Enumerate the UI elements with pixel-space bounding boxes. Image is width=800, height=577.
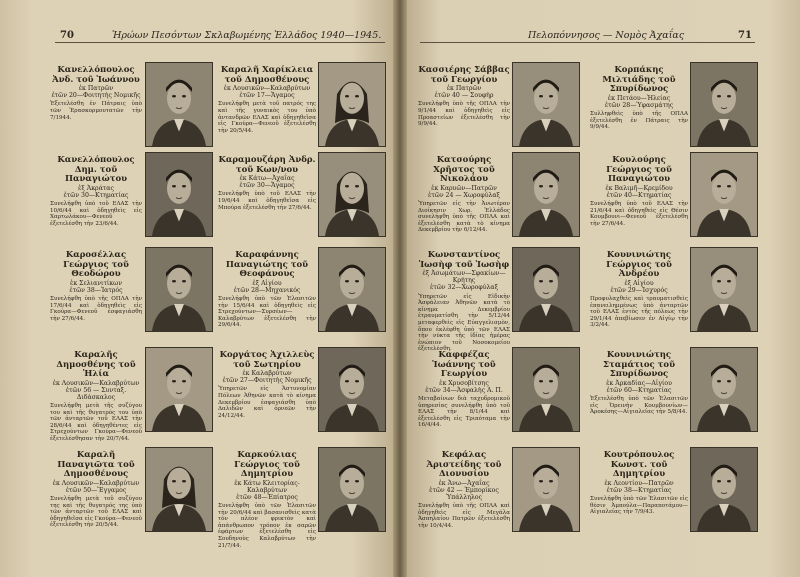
casualty-age: ἐτῶν 34—Ἀσφαλὴς Α. Π. <box>425 386 503 394</box>
casualty-entry <box>218 451 316 549</box>
casualty-entry <box>418 351 510 429</box>
casualty-origin: ἐξ Ἀσωμάτων—Σφακίων—Κρήτης <box>422 270 506 285</box>
casualty-origin: ἐκ Καρυῶν—Πατρῶν <box>431 184 497 192</box>
portrait-photo <box>318 152 386 237</box>
casualty-entry <box>418 451 510 529</box>
casualty-name: Κωνσταντίνος Ἰωσὴφ τοῦ Ἰωσὴφ <box>418 250 510 270</box>
casualty-age: ἐτῶν 40—Κτηματίας <box>606 191 672 199</box>
casualty-entry <box>50 66 142 121</box>
casualty-origin: ἐκ Πατρῶν <box>446 85 482 92</box>
casualty-age: ἐτῶν 48—Ἐπίατρος <box>236 493 298 501</box>
page-number: 71 <box>738 30 752 41</box>
casualty-age: ἐτῶν 30—Ἄγαμος <box>239 182 295 190</box>
header-rule <box>55 42 385 43</box>
casualty-name: Κουλούρης Γεώργιος τοῦ Παναγιώτου <box>606 155 672 184</box>
casualty-entry <box>50 156 142 227</box>
casualty-name: Καραμουζάρη Ἀνδρ. τοῦ Κων/νου <box>218 155 316 175</box>
casualty-entry <box>590 351 688 416</box>
casualty-age: ἐτῶν 28—Ὑφασμάτης <box>604 101 674 109</box>
casualty-age: ἐτῶν 27—Φοιτητὴς Νομικῆς <box>222 377 312 385</box>
casualty-age: ἐτῶν 24 — Χωροφύλαξ <box>428 191 500 199</box>
casualty-name: Κανελλόπουλος Δημ. τοῦ Παναγιώτου <box>57 155 135 184</box>
casualty-name: Καραλῆς Δημοσθένης τοῦ Ἠλία <box>56 350 136 379</box>
casualty-age: ἐτῶν 38—Κτηματίας <box>606 486 672 494</box>
casualty-entry <box>418 66 510 128</box>
casualty-entry <box>218 251 316 329</box>
casualty-name: Καραφάννης Παναγιώτης τοῦ Θεοφάνους <box>225 250 309 279</box>
casualty-age: ἐτῶν 20—Φοιτητὴς Νομικῆς <box>51 92 141 100</box>
casualty-origin: ἐκ Σελιανιτίκων <box>70 279 122 287</box>
casualty-entry <box>50 451 142 529</box>
casualty-entry <box>590 251 688 329</box>
portrait-photo <box>145 247 213 332</box>
casualty-description: Συνελήφθη ὑπὸ τῶν Ἐλασιτῶν τὴν 15/6/44 καὶ ὁδηγηθεὶς εἰς Στρεχούντων—Συρσέων—Καλαβρύτων ἐξετελέσθη τὴν 29/6/44. <box>218 295 316 329</box>
casualty-name: Κασσιέρης Σάββας τοῦ Γεωργίου <box>418 65 510 85</box>
portrait-photo <box>690 247 758 332</box>
portrait-photo <box>690 152 758 237</box>
casualty-entry <box>50 251 142 322</box>
portrait-photo <box>690 447 758 532</box>
casualty-description: Ὑπηρετῶν εἰς τὴν Ἀνωτέραν Διοίκησιν Χωρ. Ἐλλάδος συνελήφθη ὑπὸ τῆς ΟΠΛΑ καὶ ἐξετελέσθη κατὰ τὸ κίνημα Δεκεμβρίου τὴν 6/12/44. <box>418 200 510 234</box>
casualty-description: Ἐξετελέσθη ὑπὸ τῶν Ἐλασιτῶν εἰς Ὀρεινὴν Κουμβουνίων—Ἀροκέσης—Αἰγιαλείας τὴν 5/8/44. <box>590 395 688 416</box>
portrait-photo <box>512 152 580 237</box>
casualty-name: Κουτρόπουλος Κωνστ. τοῦ Δημητρίου <box>603 450 675 479</box>
casualty-description: Συλληφθεὶς ὑπὸ τῆς ΟΠΛΑ ἐξετελέσθη ἐν Πάτραις τὴν 9/9/44. <box>590 110 688 131</box>
casualty-entry <box>590 66 688 131</box>
portrait-photo <box>512 247 580 332</box>
portrait-photo <box>318 347 386 432</box>
casualty-name: Κανελλόπουλος Ἀνδ. τοῦ Ἰωάννου <box>52 65 140 85</box>
portrait-photo <box>145 62 213 147</box>
portrait-photo <box>145 152 213 237</box>
casualty-name: Κεφάλας Ἀριστείδης τοῦ Διονυσίου <box>426 450 502 479</box>
portrait-photo <box>318 447 386 532</box>
portrait-photo <box>318 62 386 147</box>
casualty-description: Συνελήφθη ὑπὸ τοῦ ΕΛΑΣ τὴν 10/6/44 καὶ ὁδηγηθεὶς εἰς Χαρτωλάκου—Φενεοῦ ἐξετελέσθη τὴν 23/6/44. <box>50 200 142 227</box>
casualty-age: ἐτῶν 56 — Συνταξ. Διδάσκαλος <box>65 386 127 401</box>
portrait-photo <box>512 347 580 432</box>
portrait-photo <box>145 447 213 532</box>
casualty-entry <box>50 351 142 443</box>
portrait-photo <box>145 347 213 432</box>
casualty-name: Καρκούλιας Γεώργιος τοῦ Δημητρίου <box>234 450 300 479</box>
page-number: 70 <box>60 30 74 41</box>
casualty-entry <box>590 451 688 516</box>
casualty-description: Συνελήφθη μετὰ τοῦ πατρός της καὶ τῆς γυναικὸς του ὑπὸ ἀντανδρῶν ΕΛΑΣ καὶ ὁδηγηθεῖσα εἰς Γκούρα—Φενεοῦ ἐξετελέσθη τὴν 20/5/44. <box>218 101 316 134</box>
casualty-description: Ἐξετελέσθη ἐν Πάτραις ὑπὸ τῶν Ἐρασκορμουτατῶν τὴν 7/1944. <box>50 101 142 121</box>
casualty-description: Ὑπηρετῶν εἰς Ἀστυνομίαν Πόλεων Ἀθηνῶν κατὰ τὸ κίνημα Δεκεμβρίου ἐσφαγιάσθη ὑπὸ Δαλιδῶν καὶ ὀρνεῶν τὴν 24/12/44. <box>218 386 316 419</box>
casualty-description: Συνελήφθη ὑπὸ τῆς ΟΠΛΑ τὴν 9/1/44 καὶ ὁδηγηθεὶς εἰς Προαστείων ἐξετελέσθη τὴν 9/9/44. <box>418 101 510 128</box>
casualty-entry <box>218 156 316 211</box>
casualty-origin: ἐκ Πετάου—Ἠλείας <box>607 94 671 102</box>
casualty-entry <box>218 351 316 419</box>
casualty-entry <box>418 251 510 353</box>
casualty-origin: ἐκ Βαλιμῆ—Κρεμίδου <box>605 184 673 192</box>
casualty-age: ἐτῶν 30—Κτηματίας <box>63 191 129 199</box>
casualty-entry <box>218 66 316 134</box>
casualty-origin: ἐκ Καλαβρύτων <box>242 370 292 377</box>
casualty-origin: ἐκ Χρυσοβίτσης <box>439 379 489 387</box>
casualty-description: Ὑπηρετῶν εἰς Εἰδικὴν Ἀσφάλειαν Ἀθηνῶν κατὰ τὸ κίνημα Δεκεμβρίου ἐτραυματίσθη τὴν 5/12/44 μεταφερθεὶς εἰς Εὐαγγελισμὸν, ὅπου ἐκλέφθη ὑπὸ τῶν ΕΛΑΣ τὴν νύκτα τῆς ἰδίας ἡμέρας ἐνώπιον τοῦ Νοσοκομείου ἐξετελέσθη. <box>418 293 510 353</box>
casualty-entry <box>418 156 510 234</box>
casualty-age: ἐτῶν 28—Μηχανικός <box>233 286 301 294</box>
casualty-description: Συνελήφθη ὑπὸ τῶν Ἐλασιτῶν εἰς θέσιν Ἀμπούλα—Παραποτάμου—Αἰγιαλείας τὴν 7/9/43. <box>590 495 688 516</box>
casualty-name: Κορπάκης Μιλτιάδης τοῦ Σπυρίδωνος <box>602 65 676 94</box>
casualty-age: ἐτῶν 42 — Ἐμπορίκος Ὑπάλληλος <box>429 486 499 501</box>
header-rule <box>420 42 755 43</box>
casualty-description: Συνελήφθη ὑπὸ τοῦ ΕΛΑΣ τὴν 19/6/44 καὶ ὁδηγηθεῖσα εἰς Μπούρα ἐξετελέσθη τὴν 27/6/44. <box>218 191 316 211</box>
casualty-origin: ἐκ Λουσικῶν—Καλαβρύτων <box>52 379 140 387</box>
casualty-origin: ἐξ Αἰγίου <box>624 279 654 287</box>
book-gutter <box>393 0 407 577</box>
casualty-description: Συνελήφθη ὑπὸ τῆς ΟΠΛΑ καὶ ὁδηγηθεὶς εἰς Μεγάλα Ἀσπηλαίου Πατρῶν ἐξετελέσθη τὴν 10/4/44. <box>418 503 510 529</box>
portrait-photo <box>690 347 758 432</box>
casualty-age: ἐτῶν 50—Ἔγγαμος <box>65 486 127 494</box>
casualty-origin: ἐκ Λουσικῶν—Καλαβρύτων <box>52 479 140 487</box>
casualty-description: Συνελήφθη μετὰ τῆς συζύγου του καὶ τῆς θυγατρός του ὑπὸ τῶν ἀνταρτῶν τοῦ ΕΛΑΣ τὴν 28/6/44 καὶ ὁδηγηθέντες εἰς Στρεχούντων Γκούρα—Φενεοῦ ἐξετελέσθησαν τὴν 20/7/44. <box>50 403 142 443</box>
casualty-origin: ἐξ Ἀκράτας <box>78 184 114 192</box>
casualty-age: ἐτῶν 29—Ἰσχυρός <box>610 286 668 294</box>
portrait-photo <box>512 62 580 147</box>
casualty-description: Μεταβαίνων διὰ ταχυδρομικοῦ ὑπηρεσίας συνελήφθη ὑπὸ τοῦ ΕΛΑΣ τὴν 8/1/44 καὶ ἐξετελέσθη εἰς Τριπόταμα τὴν 16/4/44. <box>418 395 510 429</box>
casualty-origin: ἐκ Ἀρκαδίας—Αἰγίου <box>606 379 672 387</box>
casualty-name: Καφφέζας Ἰωάννης τοῦ Γεωργίου <box>432 350 496 379</box>
casualty-origin: ἐκ Ἀνω—Ἀχαΐας <box>438 479 490 487</box>
casualty-origin: ἐκ Κάτω—Ἀχαΐας <box>239 175 295 182</box>
casualty-name: Καροσέλλας Γεώργιος τοῦ Θεοδώρου <box>63 250 129 279</box>
casualty-origin: ἐκ Λεοντίου—Πατρῶν <box>604 479 674 487</box>
casualty-name: Κουνινιώτης Σταμάτιος τοῦ Σπυρίδωνος <box>603 350 675 379</box>
casualty-age: ἐτῶν 40 — Σουφὴρ <box>434 92 494 100</box>
casualty-description: Συνελήφθη ὑπὸ τῶν Ἐλασιτῶν τὴν 20/6/44 καὶ βασανισθεὶς κατὰ τὸν πλέον φρικτὸν καὶ ἀπάνθρωπον τρόπον ἐκ σαρῶν ἐφάρτων ἐξετελέσθη εἰς Σουδηνοὺς Καλαβρύτων τὴν 21/7/44. <box>218 503 316 549</box>
casualty-description: Προφυλαχθεὶς καὶ τραυματισθεὶς ἐπανειλημμένως ὑπὸ ἀνταρτῶν τοῦ ΕΛΑΣ ἐντὸς τῆς πόλεως τὴν 29/1/44 ἀπεβίωσεν ἐν Αἰγίῳ τὴν 3/2/44. <box>590 295 688 329</box>
casualty-name: Κατσούρης Χρῆστος τοῦ Νικολάου <box>433 155 495 184</box>
casualty-name: Καραλῆ Χαρίκλεια τοῦ Δημοσθένους <box>220 65 314 85</box>
casualty-name: Καραλῆ Παναγιῶτα τοῦ Δημοσθένους <box>57 450 135 479</box>
running-title: Πελοπόννησος — Νομὸς Ἀχαΐας <box>528 30 685 41</box>
casualty-age: ἐτῶν 17—Ἄγαμος <box>239 92 295 100</box>
casualty-entry <box>590 156 688 227</box>
casualty-origin: ἐξ Αἰγίου <box>252 279 282 287</box>
casualty-name: Κοργάτος Ἀχιλλεὺς τοῦ Σωτηρίου <box>219 350 315 370</box>
casualty-age: ἐτῶν 60—Κτηματίας <box>606 386 672 394</box>
portrait-photo <box>318 247 386 332</box>
casualty-description: Συνελήφθη ὑπὸ τῆς ΟΠΛΑ τὴν 17/6/44 καὶ ὁδηγηθεὶς εἰς Γκούρα—Φενεοῦ ἐσφαγιάσθη τὴν 27/6/44. <box>50 295 142 322</box>
running-title: Ἡρώων Πεσόντων Σκλαβωμένης Ἑλλάδος 1940—1945. <box>112 30 382 41</box>
casualty-description: Συνελήφθη ὑπὸ τοῦ ΕΛΑΣ τὴν 21/6/44 καὶ ὁδηγηθεὶς εἰς Θέσιν Κουμβουνι—Φενεοῦ ἐξετελέσθη τὴν 27/6/44. <box>590 200 688 227</box>
casualty-origin: ἐκ Κάτω Κλειτορίας-Καλαβρύτων <box>234 479 300 494</box>
casualty-origin: ἐκ Λουσικῶν—Καλαβρύτων <box>223 85 311 92</box>
portrait-photo <box>512 447 580 532</box>
casualty-name: Κουνινιώτης Γεώργιος τοῦ Ἀνδρέου <box>606 250 672 279</box>
casualty-age: ἐτῶν 38—Ἰατρός <box>69 286 123 294</box>
casualty-description: Συνελήφθη μετὰ τοῦ συζύγου της καὶ τῆς θυγατρός της ὑπὸ τῶν ἀνταρτῶν τοῦ ΕΛΑΣ καὶ ὁδηγηθεῖσα εἰς Γκούρα—Φενεοῦ ἐξετελέσθη τὴν 20/5/44. <box>50 495 142 529</box>
casualty-origin: ἐκ Πατρῶν <box>78 85 114 92</box>
casualty-age: ἐτῶν 32—Χωροφύλαξ <box>430 284 498 292</box>
portrait-photo <box>690 62 758 147</box>
